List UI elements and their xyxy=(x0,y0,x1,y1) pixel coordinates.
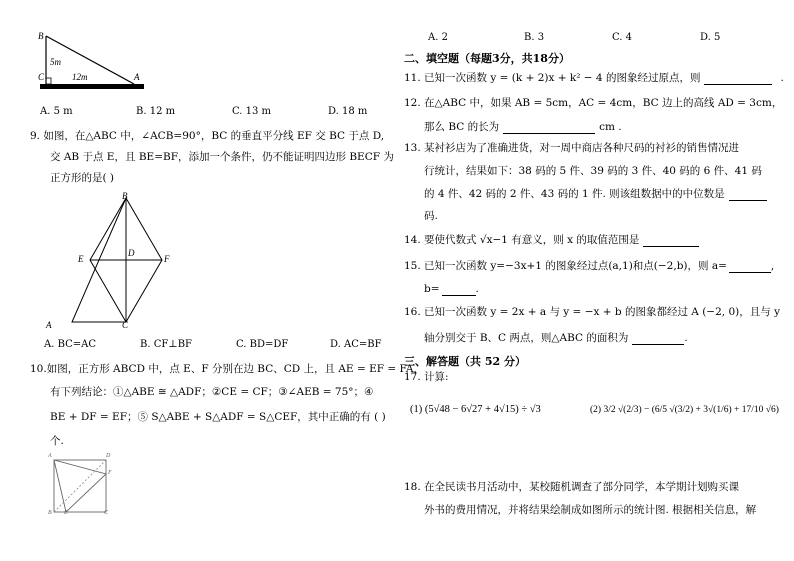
q18-line-1: 18. 在全民读书月活动中，某校随机调查了部分同学，本学期计划购买课 xyxy=(404,481,740,493)
q-prev-option-a[interactable]: A. 2 xyxy=(428,32,448,43)
q17-heading: 17. 计算: xyxy=(404,371,449,383)
q10-line-3: BE + DF = EF；⑤ S△ABE + S△ADF = S△CEF，其中正确的有 ( ) xyxy=(50,411,386,423)
fig10-label-b: B xyxy=(48,510,52,516)
q13-line-2: 行统计，结果如下：38 码的 5 件、39 码的 3 件、40 码的 6 件、41 码 xyxy=(424,165,762,177)
q13-line-1: 13. 某衬衫店为了准确进货，对一周中商店各种尺码的衬衫的销售情况进 xyxy=(404,142,740,154)
q9-line-3: 正方形的是( ) xyxy=(50,172,115,184)
q16-blank[interactable] xyxy=(632,332,684,345)
q8-figure xyxy=(30,28,150,98)
q10-line-1: 10.如图，正方形 ABCD 中，点 E、F 分别在边 BC、CD 上，且 AE = EF = FA， xyxy=(30,363,424,375)
q-prev-option-b[interactable]: B. 3 xyxy=(524,32,545,43)
q11-stem: 11. 已知一次函数 y = (k + 2)x + k² − 4 的图象经过原点，则 xyxy=(404,72,701,84)
q12-unit: cm . xyxy=(599,121,622,133)
q8-option-a[interactable]: A. 5 m xyxy=(40,106,73,117)
q12-blank[interactable] xyxy=(503,121,595,134)
q12-stem: 那么 BC 的长为 xyxy=(424,121,500,133)
q15-line-2 xyxy=(424,282,479,296)
fig8-label-a: A xyxy=(134,72,140,82)
q16-line-1: 16. 已知一次函数 y = 2x + a 与 y = −x + b 的图象都经过 A (−2, 0)，且与 y xyxy=(404,306,780,318)
q14-blank[interactable] xyxy=(643,234,699,247)
q15-blank-b[interactable] xyxy=(442,283,476,296)
q9-option-d[interactable]: D. AC=BF xyxy=(330,339,382,350)
q13-line-3 xyxy=(424,187,767,201)
q9-option-a[interactable]: A. BC=AC xyxy=(44,339,97,350)
q18-line-2: 外书的费用情况，并将结果绘制成如图所示的统计图. 根据相关信息，解 xyxy=(424,504,757,516)
q-prev-option-d[interactable]: D. 5 xyxy=(700,32,721,43)
q9-line-2: 交 AB 于点 E，且 BE=BF，添加一个条件，仍不能证明四边形 BECF 为 xyxy=(50,151,394,163)
q8-option-b[interactable]: B. 12 m xyxy=(136,106,176,117)
fig8-label-12m: 12m xyxy=(72,72,88,82)
q9-option-b[interactable]: B. CF⊥BF xyxy=(140,339,192,350)
q8-option-c[interactable]: C. 13 m xyxy=(232,106,272,117)
q15-line-1 xyxy=(404,259,774,273)
q16-end: . xyxy=(684,332,688,344)
q16-stem: 轴分别交于 B、C 两点，则△ABC 的面积为 xyxy=(424,332,629,344)
section-2-heading: 二、填空题（每题3分，共18分） xyxy=(404,52,570,65)
fig10-label-e: E xyxy=(64,510,68,516)
q11-end: . xyxy=(780,72,784,84)
fig9-label-f: F xyxy=(164,254,170,264)
fig8-label-b: B xyxy=(38,31,44,41)
q13-blank[interactable] xyxy=(729,188,767,201)
fig10-label-f: F xyxy=(108,470,112,476)
q11-blank[interactable] xyxy=(704,72,772,85)
q11-text xyxy=(404,71,784,85)
q-prev-option-c[interactable]: C. 4 xyxy=(612,32,633,43)
q16-line-2 xyxy=(424,331,688,345)
q15-blank-a[interactable] xyxy=(729,260,771,273)
fig9-label-e: E xyxy=(78,254,84,264)
q17-part-1: (1) (5√48 − 6√27 + 4√15) ÷ √3 xyxy=(410,404,541,415)
q10-line-4: 个. xyxy=(50,435,64,447)
q12-line-1: 12. 在△ABC 中，如果 AB = 5cm，AC = 4cm，BC 边上的高线 AD = 3cm， xyxy=(404,97,783,109)
q10-line-2: 有下列结论：①△ABE ≅ △ADF；②CE = CF；③∠AEB = 75°；④ xyxy=(50,386,374,398)
q8-option-d[interactable]: D. 18 m xyxy=(328,106,368,117)
q9-figure xyxy=(50,192,180,332)
fig9-label-d: D xyxy=(128,248,135,258)
fig9-label-c: C xyxy=(122,320,129,330)
q9-line-1: 9. 如图，在△ABC 中，∠ACB=90°，BC 的垂直平分线 EF 交 BC 于点 D, xyxy=(30,130,385,142)
q17-part-2: (2) 3/2 √(2/3) − (6/5 √(3/2) + 3√(1/6) + 17/10 √6) xyxy=(590,405,779,415)
q15-b-label: b= xyxy=(424,283,440,295)
q15-comma: , xyxy=(770,260,775,272)
q9-option-c[interactable]: C. BD=DF xyxy=(236,339,289,350)
q14-stem: 14. 要使代数式 √x−1 有意义，则 x 的取值范围是 xyxy=(404,234,640,246)
fig10-label-c: C xyxy=(104,510,109,516)
fig10-label-d: D xyxy=(106,453,111,459)
fig9-label-a: A xyxy=(46,320,52,330)
q14-text xyxy=(404,233,699,247)
q15-stem: 15. 已知一次函数 y=−3x+1 的图象经过点(a,1)和点(−2,b)，则 a= xyxy=(404,260,727,272)
fig9-label-b: B xyxy=(122,191,128,201)
fig10-label-a: A xyxy=(48,453,52,459)
q13-end: 码. xyxy=(424,210,438,222)
q15-end: . xyxy=(475,283,479,295)
q12-line-2 xyxy=(424,120,622,134)
q13-stem: 的 4 件、42 码的 2 件、43 码的 1 件. 则该组数据中的中位数是 xyxy=(424,188,725,200)
fig8-label-c: C xyxy=(38,72,45,82)
section-3-heading: 三、解答题（共 52 分） xyxy=(404,355,526,368)
fig8-label-5m: 5m xyxy=(50,57,61,67)
